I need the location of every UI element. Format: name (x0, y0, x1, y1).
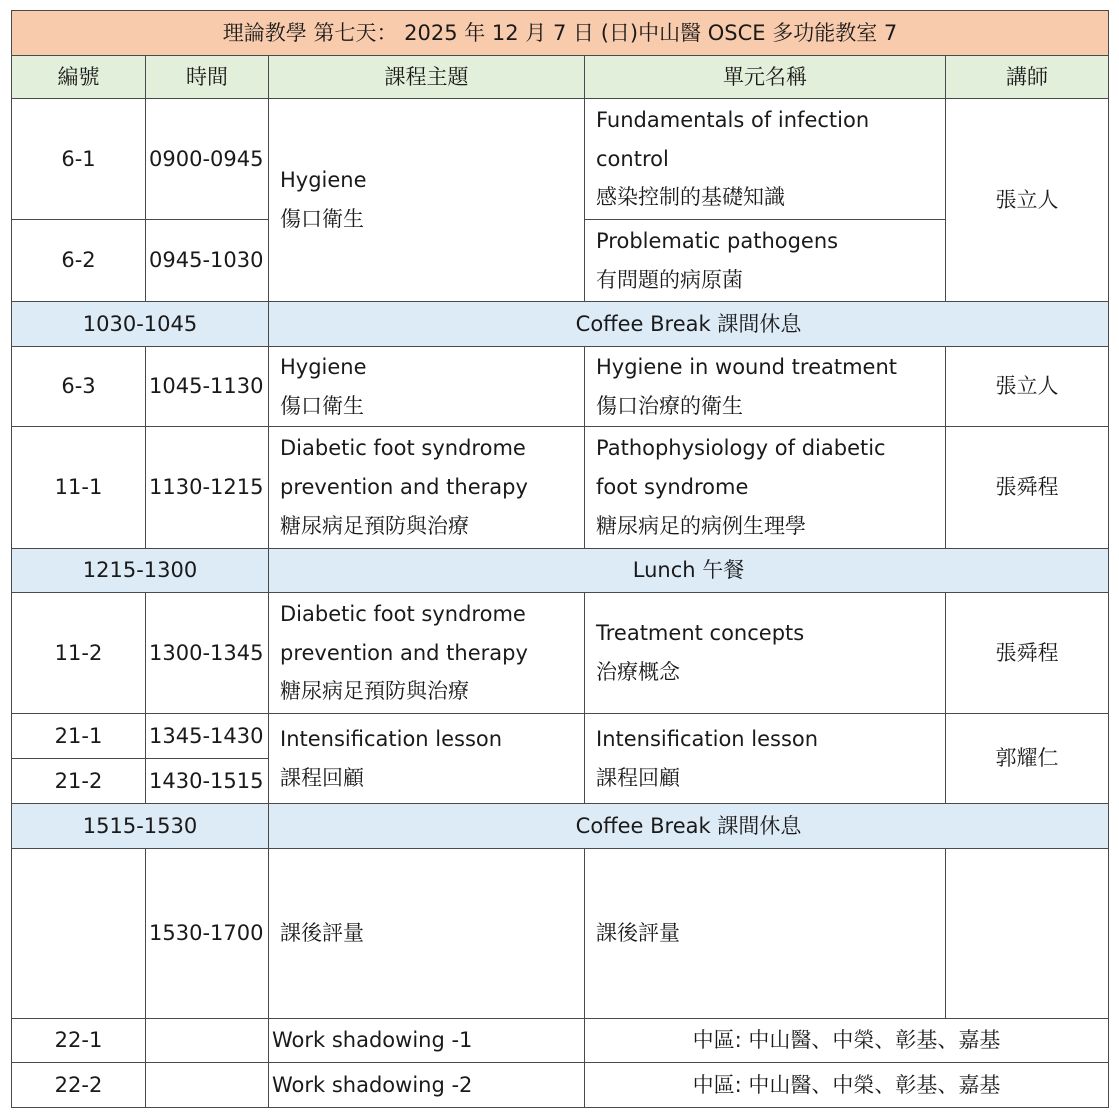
unit-zh: 課程回顧 (596, 765, 680, 790)
topic-cell: 課後評量 (269, 849, 585, 1019)
session-id: 21-2 (12, 759, 146, 804)
session-time: 1300-1345 (146, 593, 269, 714)
session-time: 1530-1700 (146, 849, 269, 1019)
topic-en: prevention and therapy (280, 640, 528, 665)
unit-cell (585, 99, 946, 220)
lunch-row (12, 549, 1109, 593)
header-id: 編號 (12, 56, 146, 99)
table-row (12, 1019, 1109, 1063)
session-id: 6-1 (12, 99, 146, 220)
unit-zh: 有問題的病原菌 (596, 267, 743, 292)
unit-en: Problematic pathogens (596, 228, 839, 253)
unit-en: Treatment concepts (596, 621, 805, 646)
schedule-table (11, 10, 1109, 1108)
unit-en: foot syndrome (596, 475, 749, 500)
header-unit: 單元名稱 (585, 56, 946, 99)
session-time: 1430-1515 (146, 759, 269, 804)
topic-cell (269, 714, 585, 804)
topic-cell (269, 427, 585, 549)
unit-cell: 課後評量 (585, 849, 946, 1019)
instructor-cell: 郭耀仁 (946, 714, 1109, 804)
instructor-cell: 張立人 (946, 99, 1109, 302)
topic-cell: Work shadowing -2 (269, 1063, 585, 1108)
header-time: 時間 (146, 56, 269, 99)
unit-zh: 感染控制的基礎知識 (596, 185, 785, 210)
instructor-cell: 張舜程 (946, 593, 1109, 714)
session-id (12, 849, 146, 1019)
unit-en: Hygiene in wound treatment (596, 354, 898, 379)
break-label: Coffee Break 課間休息 (269, 804, 1109, 849)
session-id: 22-2 (12, 1063, 146, 1108)
topic-cell (269, 593, 585, 714)
session-time: 1130-1215 (146, 427, 269, 549)
session-time (146, 1019, 269, 1063)
location-cell: 中區: 中山醫、中榮、彰基、嘉基 (585, 1019, 1109, 1063)
break-time: 1030-1045 (12, 302, 269, 347)
unit-zh: 治療概念 (596, 660, 680, 684)
title-row (12, 11, 1109, 56)
topic-cell (269, 99, 585, 302)
session-id: 11-1 (12, 427, 146, 549)
session-id: 6-3 (12, 347, 146, 427)
session-id: 22-1 (12, 1019, 146, 1063)
topic-zh: 糖尿病足預防與治療 (280, 513, 469, 538)
table-row (12, 593, 1109, 714)
topic-zh: 傷口衛生 (280, 207, 364, 231)
topic-cell (269, 347, 585, 427)
header-row (12, 56, 1109, 99)
break-row (12, 302, 1109, 347)
session-time: 1345-1430 (146, 714, 269, 759)
topic-en: Intensification lesson (280, 726, 503, 751)
break-time: 1215-1300 (12, 549, 269, 593)
session-time: 0900-0945 (146, 99, 269, 220)
table-row (12, 1063, 1109, 1108)
table-row (12, 99, 1109, 220)
topic-en: prevention and therapy (280, 475, 528, 500)
break-row (12, 804, 1109, 849)
unit-cell (585, 593, 946, 714)
unit-en: Intensification lesson (596, 726, 819, 751)
session-time (146, 1063, 269, 1108)
table-row (12, 714, 1109, 759)
instructor-cell (946, 849, 1109, 1019)
topic-en: Diabetic foot syndrome (280, 436, 526, 461)
unit-zh: 糖尿病足的病例生理學 (596, 513, 806, 538)
unit-cell (585, 347, 946, 427)
unit-en: Pathophysiology of diabetic (596, 436, 886, 461)
session-id: 21-1 (12, 714, 146, 759)
session-id: 6-2 (12, 220, 146, 302)
session-time: 0945-1030 (146, 220, 269, 302)
header-topic: 課程主題 (269, 56, 585, 99)
header-instructor: 講師 (946, 56, 1109, 99)
schedule-title: 理論教學 第七天： 2025 年 12 月 7 日 (日)中山醫 OSCE 多功能教室 7 (12, 11, 1109, 56)
topic-en: Hygiene (280, 168, 367, 193)
table-row (12, 347, 1109, 427)
topic-zh: 課程回顧 (280, 765, 364, 790)
topic-zh: 糖尿病足預防與治療 (280, 679, 469, 704)
unit-zh: 傷口治療的衛生 (596, 393, 743, 418)
break-label: Lunch 午餐 (269, 549, 1109, 593)
session-id: 11-2 (12, 593, 146, 714)
unit-en: Fundamentals of infection (596, 107, 870, 132)
topic-zh: 傷口衛生 (280, 393, 364, 418)
break-label: Coffee Break 課間休息 (269, 302, 1109, 347)
session-time: 1045-1130 (146, 347, 269, 427)
break-time: 1515-1530 (12, 804, 269, 849)
location-cell: 中區: 中山醫、中榮、彰基、嘉基 (585, 1063, 1109, 1108)
topic-cell: Work shadowing -1 (269, 1019, 585, 1063)
instructor-cell: 張立人 (946, 347, 1109, 427)
table-row (12, 849, 1109, 1019)
unit-cell (585, 220, 946, 302)
unit-cell (585, 427, 946, 549)
table-row (12, 427, 1109, 549)
topic-en: Diabetic foot syndrome (280, 601, 526, 626)
unit-cell (585, 714, 946, 804)
unit-en: control (596, 146, 669, 171)
instructor-cell: 張舜程 (946, 427, 1109, 549)
topic-en: Hygiene (280, 354, 367, 379)
